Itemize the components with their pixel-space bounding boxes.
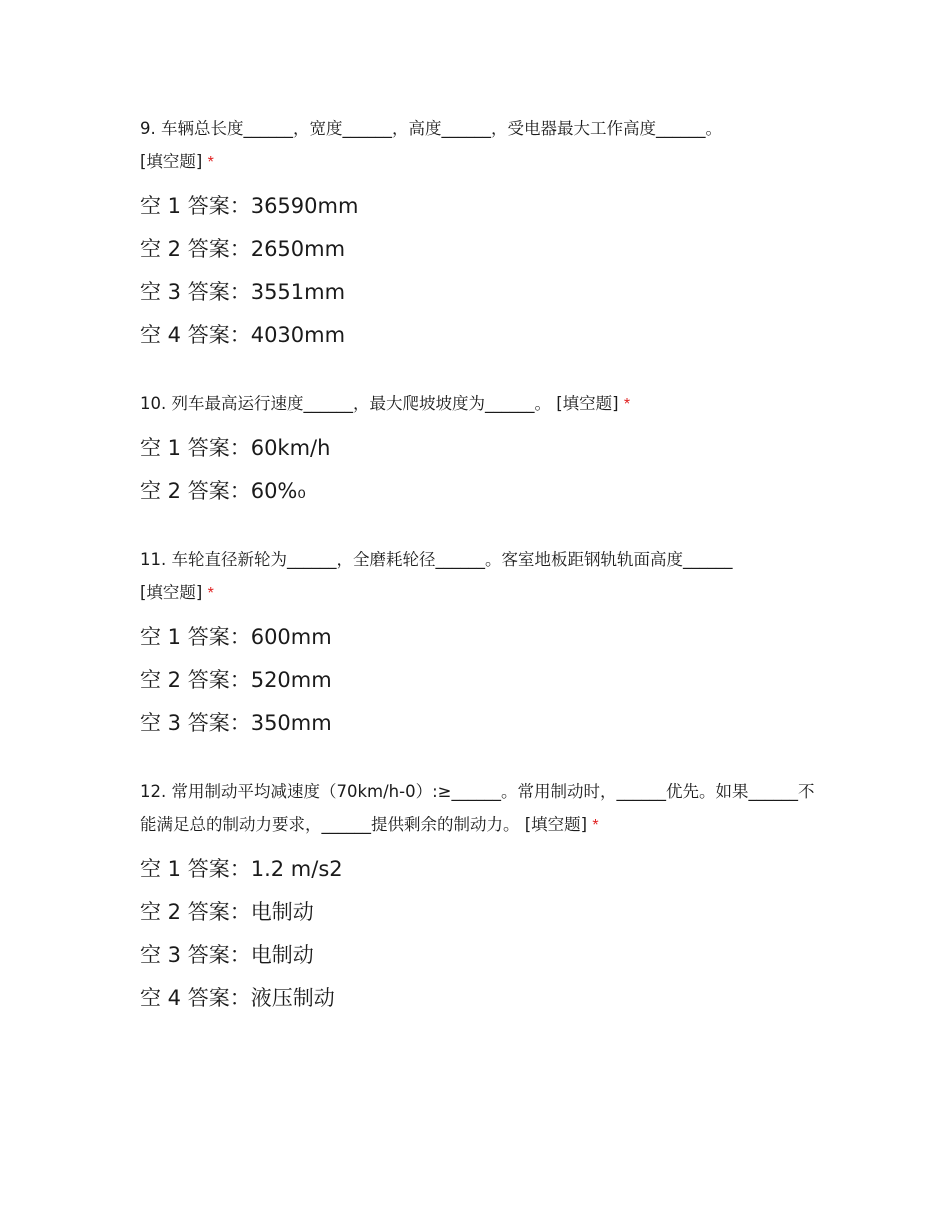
answer-item: 空 3 答案：电制动 (140, 943, 314, 967)
question-type-tag: [填空题] (140, 583, 203, 602)
required-mark: * (207, 585, 214, 602)
required-mark: * (592, 817, 599, 834)
question-prompt: 12. 常用制动平均减速度（70km/h-0）:≥______。常用制动时，______优先。如果______不能满足总的制动力要求，______提供剩余的制动力。 (140, 782, 815, 834)
question-text (140, 112, 820, 179)
question-text (140, 775, 820, 842)
required-mark: * (207, 154, 214, 171)
question-prompt: 10. 列车最高运行速度______，最大爬坡坡度为______。 (140, 394, 551, 413)
question-11 (140, 543, 820, 745)
answer-item: 空 1 答案：60km/h (140, 436, 331, 460)
answer-item: 空 2 答案：520mm (140, 668, 332, 692)
question-prompt: 9. 车辆总长度______，宽度______，高度______，受电器最大工作高度______。 (140, 119, 722, 138)
answer-item: 空 4 答案：4030mm (140, 323, 346, 347)
answer-list (140, 427, 820, 513)
answer-list (140, 185, 820, 357)
question-12 (140, 775, 820, 1020)
question-prompt: 11. 车轮直径新轮为______，全磨耗轮径______。客室地板距钢轨轨面高度______ (140, 550, 733, 569)
answer-item: 空 4 答案：液压制动 (140, 986, 335, 1010)
answer-item: 空 3 答案：350mm (140, 711, 332, 735)
answer-list (140, 616, 820, 745)
required-mark: * (623, 396, 631, 413)
questionnaire-page (140, 112, 820, 1050)
answer-item: 空 1 答案：36590mm (140, 194, 359, 218)
answer-list (140, 848, 820, 1020)
answer-item: 空 2 答案：2650mm (140, 237, 346, 261)
question-type-tag: [填空题] (524, 815, 588, 834)
question-type-tag: [填空题] (556, 394, 619, 413)
answer-item: 空 3 答案：3551mm (140, 280, 346, 304)
answer-item: 空 2 答案：60%₀ (140, 479, 306, 503)
answer-item: 空 1 答案：1.2 m/s2 (140, 857, 343, 881)
question-9 (140, 112, 820, 357)
question-text (140, 387, 820, 421)
question-type-tag: [填空题] (140, 152, 203, 171)
answer-item: 空 2 答案：电制动 (140, 900, 314, 924)
question-text (140, 543, 820, 610)
answer-item: 空 1 答案：600mm (140, 625, 332, 649)
question-10 (140, 387, 820, 513)
